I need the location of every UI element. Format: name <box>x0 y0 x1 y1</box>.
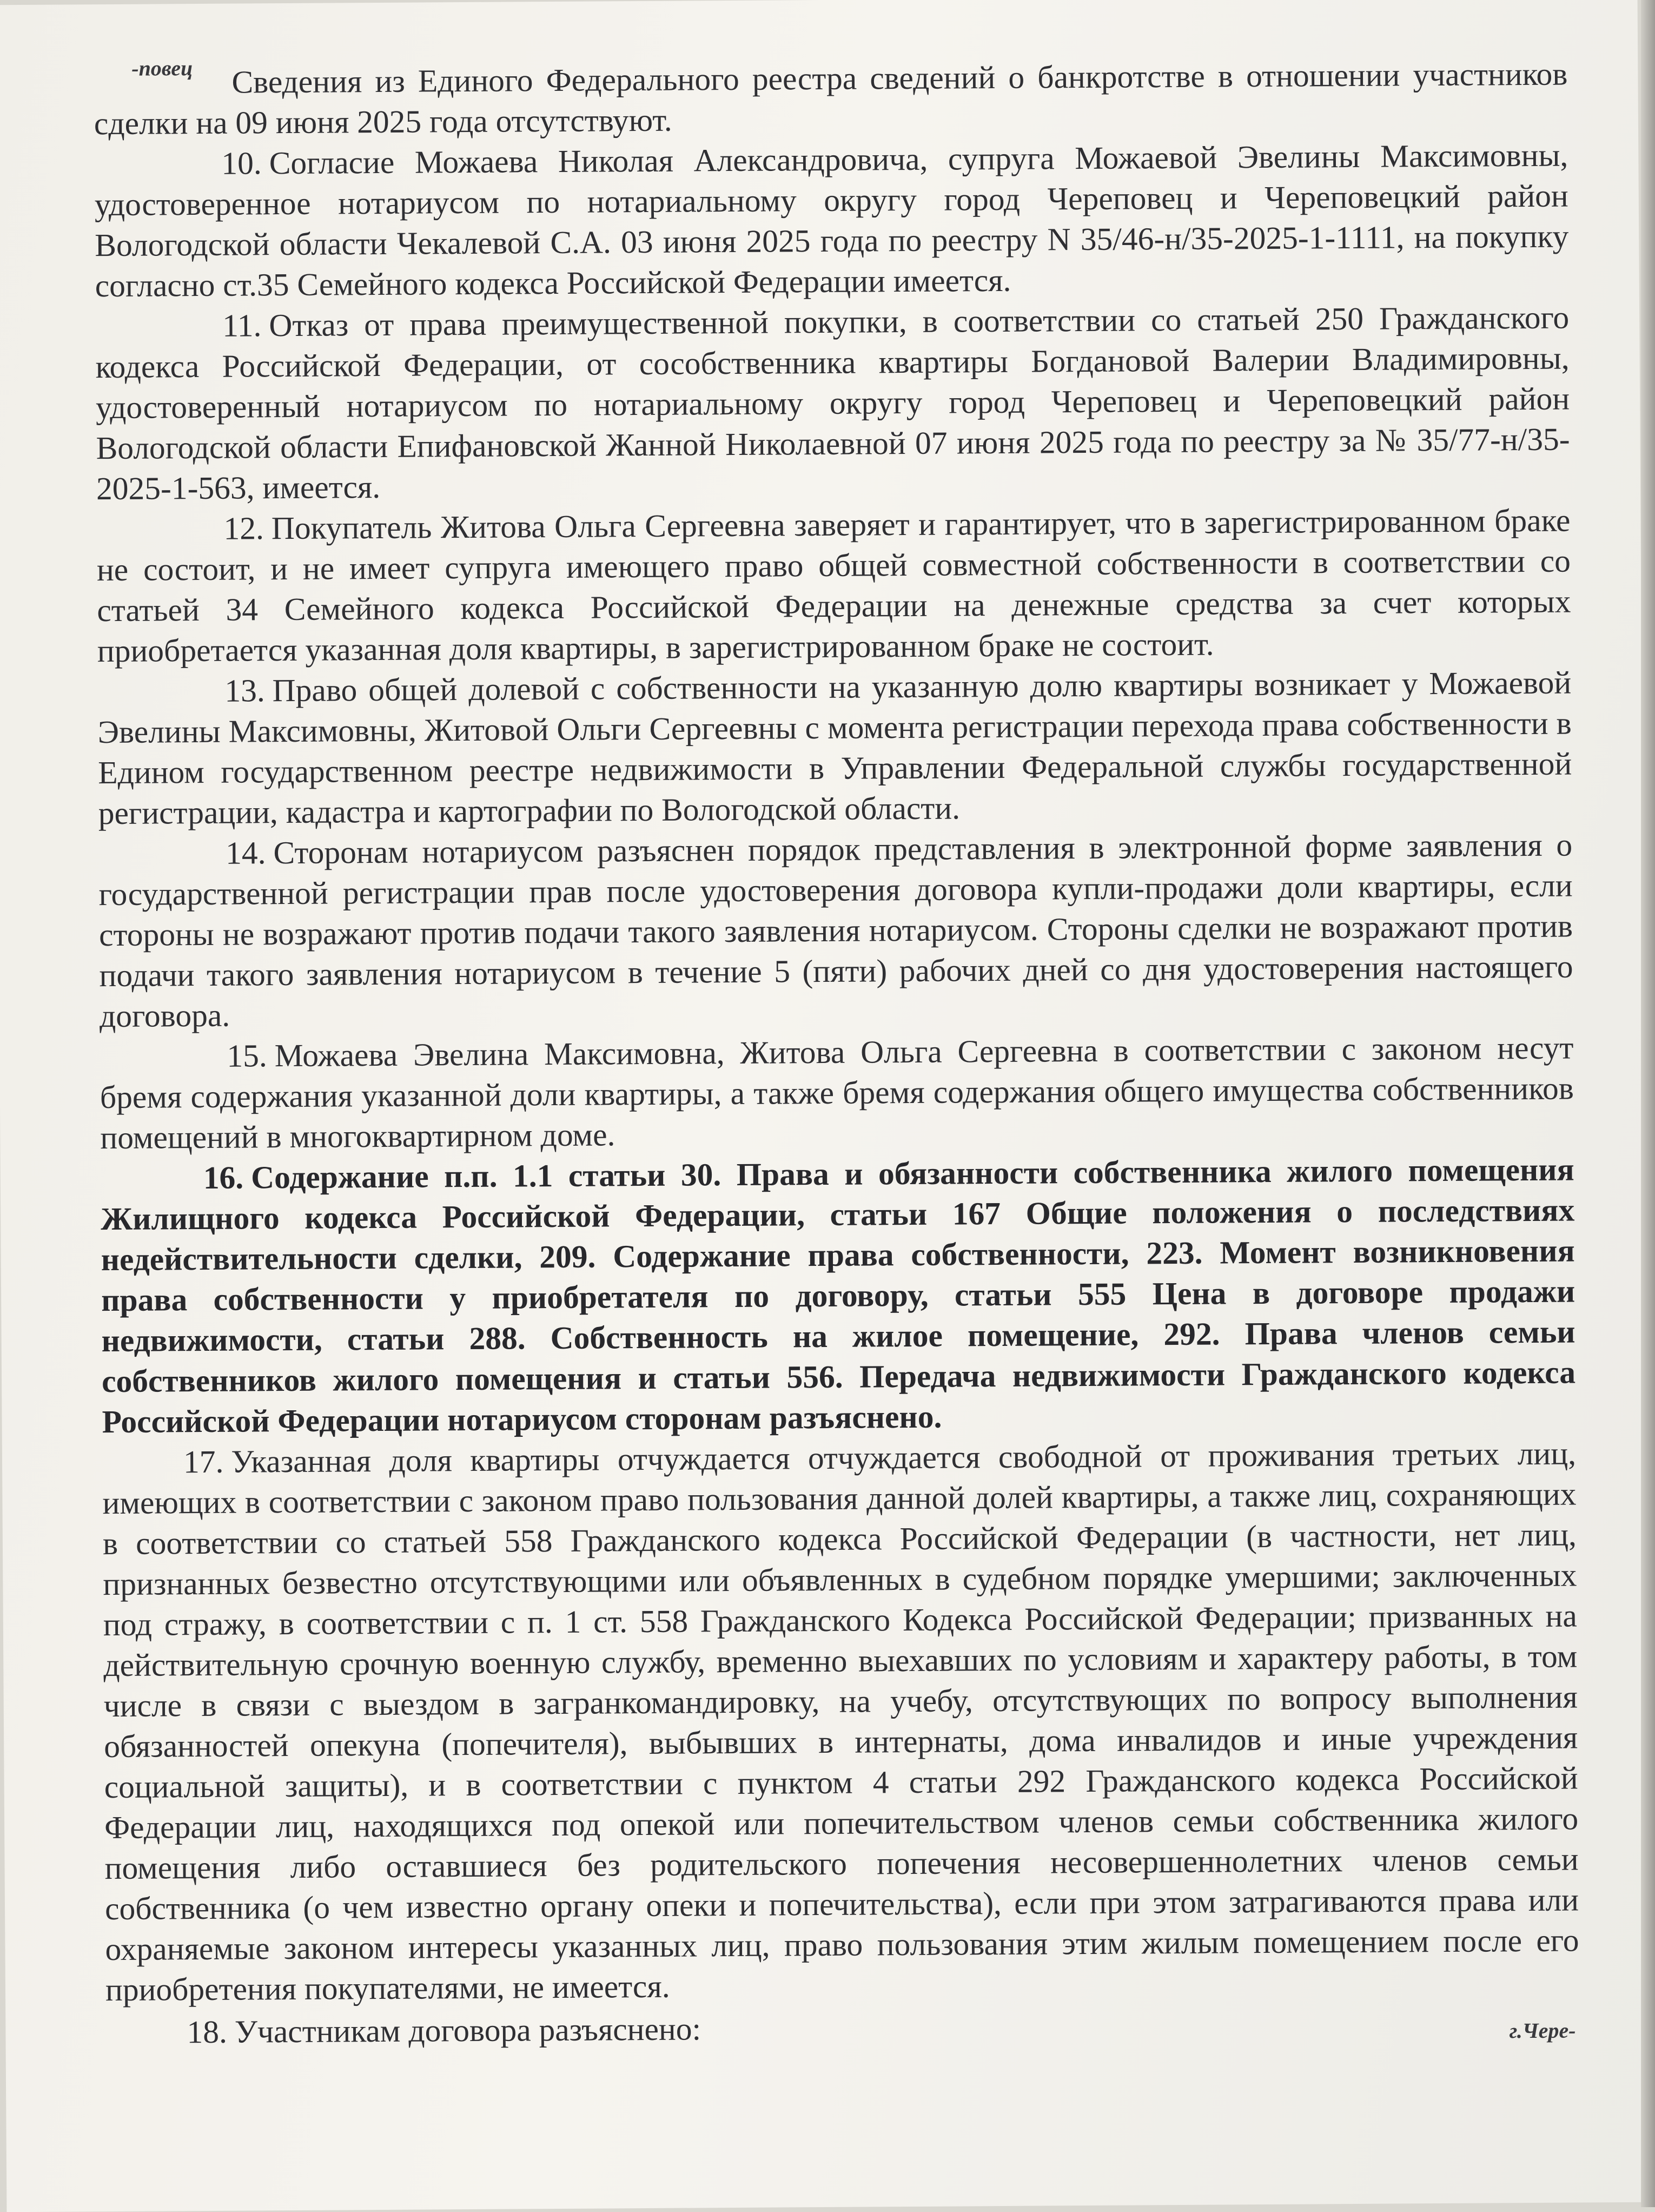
paragraph-number: 12. <box>223 510 264 546</box>
paragraph-text: Согласие Можаева Николая Александровича, супруга Можаевой Эвелины Максимовны, удостоверенное нотариусом по нотариальному округу город Череповец и Череповецкий район Вологодской области Чекалевой С.А. 03 июня 2025 года по реестру N 35/46-н/35-2025-1-1111, на покупку согласно ст.35 Семейного кодекса Российской Федерации имеется. <box>94 137 1569 304</box>
paragraph-18 <box>105 2003 1579 2053</box>
paragraph-15 <box>100 1028 1574 1159</box>
paragraph-text: Сведения из Единого Федерального реестра сведений о банкротстве в отношении участников сделки на 09 июня 2025 года отсутствуют. <box>94 56 1568 142</box>
paragraph-16 <box>101 1150 1576 1443</box>
paragraph-number: 14. <box>225 835 266 871</box>
paragraph-text: Отказ от права преимущественной покупки, в соответствии со статьей 250 Гражданского кодекса Российской Федерации, от сособственника квартиры Богдановой Валерии Владимировны, удостоверенный нотариусом по нотариальному округу город Череповец и Череповецкий район Вологодской области Епифановской Жанной Николаевной 07 июня 2025 года по реестру за № 35/77-н/35-2025-1-563, имеется. <box>95 299 1570 507</box>
paragraph-14 <box>98 825 1573 1037</box>
paragraph-text: Можаева Эвелина Максимовна, Житова Ольга Сергеевна в соответствии с законом несут бремя содержания указанной доли квартиры, а также бремя содержания общего имущества собственников помещений в многоквартирном доме. <box>100 1029 1574 1156</box>
paragraph-text: Указанная доля квартиры отчуждается отчуждается свободной от проживания третьих лиц, имеющих в соответствии с законом право пользования данной долей квартиры, а также лиц, сохраняющих в соответствии со статьей 558 Гражданского кодекса Российской Федерации (в частности, нет лиц, признанных безвестно отсутствующими или объявленных в судебном порядке умершими; заключенных под стражу, в соответствии с п. 1 ст. 558 Гражданского Кодекса Российской Федерации; призванных на действительную срочную военную службу, временно выехавших по условиям и характеру работы, в том числе в связи с выездом в загранкомандировку, на учебу, отсутствующих по вопросу выполнения обязанностей опекуна (попечителя), выбывших в интернаты, дома инвалидов и иные учреждения социальной защиты), и в соответствии с пунктом 4 статьи 292 Гражданского кодекса Российской Федерации лиц, находящихся под опекой или попечительством членов семьи собственника жилого помещения либо оставшиеся без родительского попечения несовершеннолетних членов семьи собственника (о чем известно органу опеки и попечительства), если при этом затрагиваются права или охраняемые законом интересы указанных лиц, право пользования этим жилым помещением после его приобретения покупателями, не имеется. <box>102 1435 1579 2008</box>
paragraph-text: Содержание п.п. 1.1 статьи 30. Права и обязанности собственника жилого помещения Жилищного кодекса Российской Федерации, статьи 167 Общие положения о последствиях недействительности сделки, 209. Содержание права собственности, 223. Момент возникновения права собственности у приобретателя по договору, статьи 555 Цена в договоре продажи недвижимости, статьи 288. Собственность на жилое помещение, 292. Права членов семьи собственников жилого помещения и статьи 556. Передача недвижимости Гражданского кодекса Российской Федерации нотариусом сторонам разъяснено. <box>101 1151 1576 1440</box>
paragraph-12 <box>96 500 1571 672</box>
running-foot: г.Чере- <box>1509 2018 1576 2043</box>
running-head: -повец <box>131 56 193 81</box>
document-body <box>94 54 1579 2053</box>
paragraph-number: 18. <box>187 2013 228 2050</box>
paragraph-number: 17. <box>183 1443 224 1480</box>
paragraph-17 <box>102 1433 1579 2010</box>
paragraph-13 <box>97 663 1572 834</box>
paragraph-text: Покупатель Житова Ольга Сергеевна заверяет и гарантирует, что в зарегистрированном браке не состоит, и не имеет супруга имеющего право общей совместной собственности в соответствии со статьей 34 Семейного кодекса Российской Федерации на денежные средства за счет которых приобретается указанная доля квартиры, в зарегистрированном браке не состоит. <box>96 502 1571 669</box>
binding-edge <box>1641 0 1655 2207</box>
paragraph-10 <box>94 135 1569 307</box>
paragraph-text: Сторонам нотариусом разъяснен порядок представления в электронной форме заявления о государственной регистрации прав после удостоверения договора купли-продажи доли квартиры, если стороны не возражают против подачи такого заявления нотариусом. Стороны сделки не возражают против подачи такого заявления нотариусом в течение 5 (пяти) рабочих дней со дня удостоверения настоящего договора. <box>98 827 1573 1034</box>
paragraph-text: Право общей долевой с собственности на указанную долю квартиры возникает у Можаевой Эвелины Максимовны, Житовой Ольги Сергеевны с момента регистрации перехода права собственности в Едином государственном реестре недвижимости в Управлении Федеральной службы государственной регистрации, кадастра и картографии по Вологодской области. <box>97 664 1572 831</box>
paragraph-11 <box>95 298 1570 510</box>
paragraph-number: 16. <box>203 1159 244 1196</box>
paragraph-number: 11. <box>222 307 262 344</box>
paragraph-number: 15. <box>227 1038 268 1074</box>
paragraph-text: Участникам договора разъяснено: <box>234 2011 701 2050</box>
paragraph-number: 10. <box>221 145 262 181</box>
paragraph-9 <box>94 54 1568 144</box>
paragraph-number: 13. <box>224 672 265 709</box>
